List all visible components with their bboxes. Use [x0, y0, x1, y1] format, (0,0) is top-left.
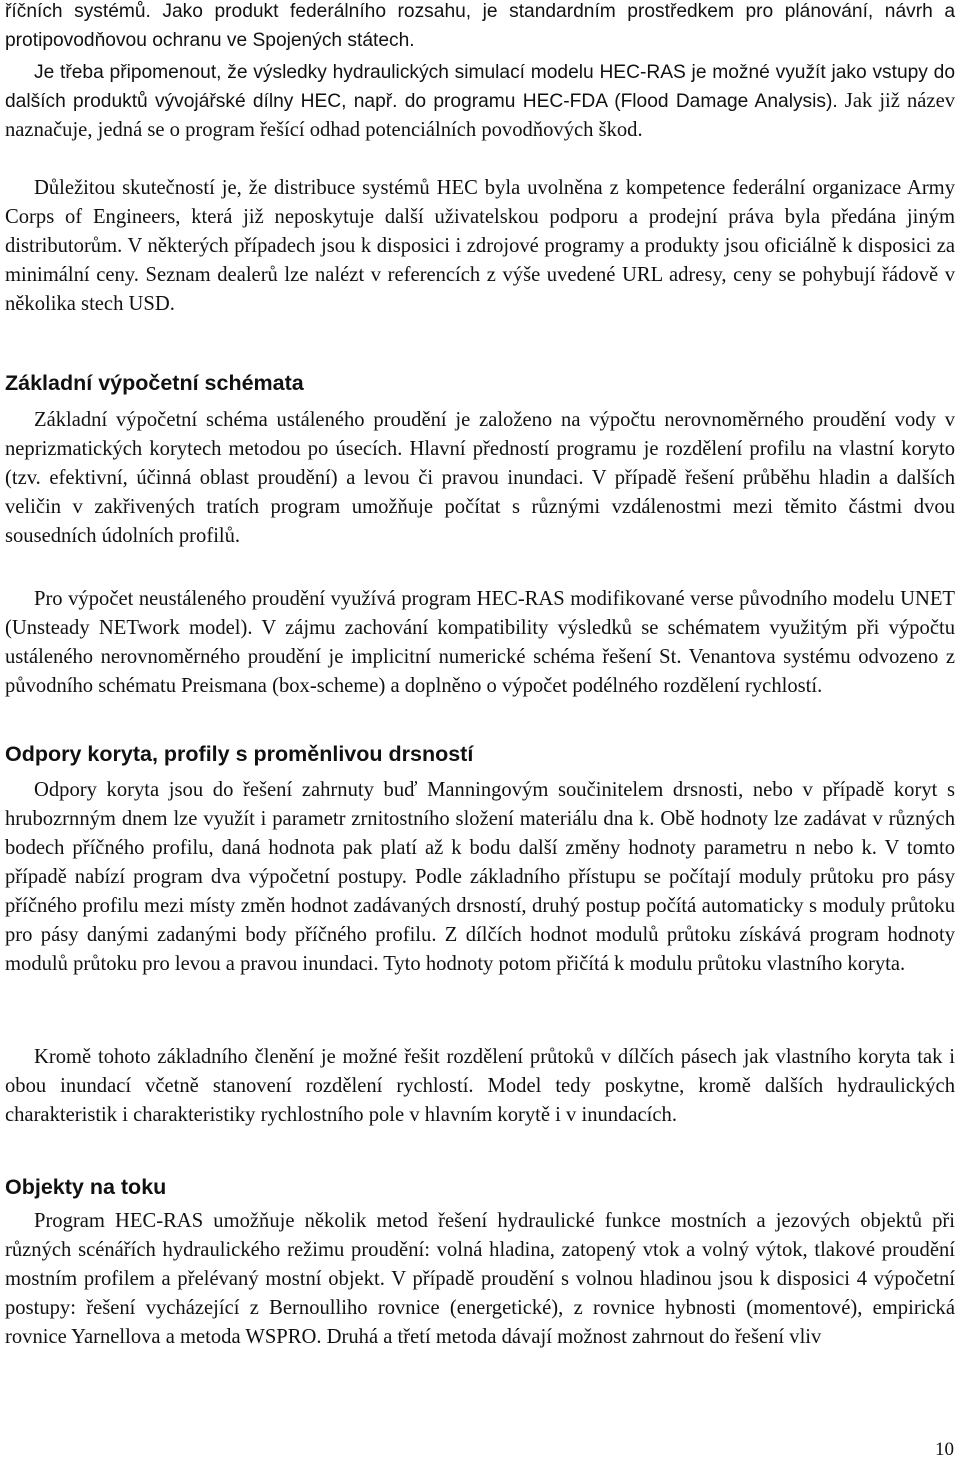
section-heading-channel-resistance: Odpory koryta, profily s proměnlivou drsností — [5, 742, 474, 766]
text-segment: Odpory koryta jsou do řešení zahrnuty buď Manningovým součinitelem drsnosti, nebo v případě koryt s hrubozrnným dnem lze využít i parametr zrnitostního složení materiálu dna k. Obě hodnoty lze zadávat v různých bodech příčného profilu, daná hodnota pak platí až k bodu další změny hodnoty parametru n nebo k. V tomto případě nabízí program dva výpočetní postupy. Podle základního přístupu se počítají moduly průtoku pro pásy příčného profilu mezi místy změn hodnot zadávaných drsností, druhý postup počítá automaticky s moduly průtoku pro pásy danými zadanými body příčného profilu. Z dílčích hodnot modulů průtoku získává program hodnoty modulů průtoku pro levou a pravou inundaci. Tyto hodnoty potom přičítá k modulu průtoku vlastního koryta. — [5, 779, 955, 975]
text-segment: Pro výpočet neustáleného proudění využívá program HEC-RAS modifikované verse původního modelu UNET (Unsteady NETwork model). V zájmu zachování kompatibility výsledků se schématem využitým při výpočtu ustáleného nerovnoměrného proudění je implicitní numerické schéma řešení St. Venantova systému odvozeno z původního schématu Preismana (box-scheme) a doplněno o výpočet podélného rozdělení rychlostí. — [5, 588, 955, 697]
paragraph-roughness — [5, 776, 955, 979]
paragraph-intro-continuation — [5, 0, 955, 55]
text-segment: Kromě tohoto základního členění je možné řešit rozdělení průtoků v dílčích pásech jak vlastního koryta tak i obou inundací včetně stanovení rozdělení rychlostí. Model tedy poskytne, kromě dalších hydraulických charakteristik i charakteristiky rychlostního pole v hlavním korytě i v inundacích. — [5, 1046, 955, 1126]
paragraph-distribution — [5, 174, 955, 319]
paragraph-bridges-weirs — [5, 1207, 955, 1352]
paragraph-hec-fda — [5, 58, 955, 145]
page-number: 10 — [935, 1439, 954, 1460]
text-segment: říčních systémů. Jako produkt federálního rozsahu, je standardním prostředkem pro plánování, návrh a protipovodňovou ochranu ve Spojených státech. — [5, 1, 955, 51]
text-segment: Program HEC-RAS umožňuje několik metod řešení hydraulické funkce mostních a jezových objektů při různých scénářích hydraulického režimu proudění: volná hladina, zatopený vtok a volný výtok, tlakové proudění mostním profilem a přelévaný mostní objekt. V případě proudění s volnou hladinou jsou k disposici 4 výpočetní postupy: řešení vycházející z Bernoulliho rovnice (energetické), z rovnice hybnosti (momentové), empirická rovnice Yarnellova a metoda WSPRO. Druhá a třetí metoda dávají možnost zahrnout do řešení vliv — [5, 1210, 955, 1348]
paragraph-unsteady-flow — [5, 585, 955, 701]
paragraph-steady-flow — [5, 406, 955, 551]
section-heading-basic-schemes: Základní výpočetní schémata — [5, 371, 304, 395]
text-segment: Je třeba připomenout, že výsledky hydraulických simulací modelu HEC-RAS je možné využít jako vstupy do dalších produktů vývojářské dílny HEC, např. do programu HEC-FDA (Flood Damage Analysis). — [5, 62, 955, 112]
paragraph-flow-distribution — [5, 1043, 955, 1130]
text-segment: Jak již název naznačuje, jedná se o program řešící odhad potenciálních povodňových škod. — [5, 90, 956, 141]
section-heading-river-structures: Objekty na toku — [5, 1175, 167, 1199]
text-segment: Důležitou skutečností je, že distribuce systémů HEC byla uvolněna z kompetence federální organizace Army Corps of Engineers, která již neposkytuje další uživatelskou podporu a prodejní práva byla předána jiným distributorům. V některých případech jsou k disposici i zdrojové programy a produkty jsou oficiálně k disposici za minimální ceny. Seznam dealerů lze nalézt v referencích z výše uvedené URL adresy, ceny se pohybují řádově v několika stech USD. — [5, 177, 955, 315]
text-segment: Základní výpočetní schéma ustáleného proudění je založeno na výpočtu nerovnoměrného proudění vody v neprizmatických korytech metodou po úsecích. Hlavní předností programu je rozdělení profilu na vlastní koryto (tzv. efektivní, účinná oblast proudění) a levou či pravou inundaci. V případě řešení průběhu hladin a dalších veličin v zakřivených tratích program umožňuje počítat s různými vzdálenostmi mezi těmito částmi dvou sousedních údolních profilů. — [5, 409, 955, 547]
